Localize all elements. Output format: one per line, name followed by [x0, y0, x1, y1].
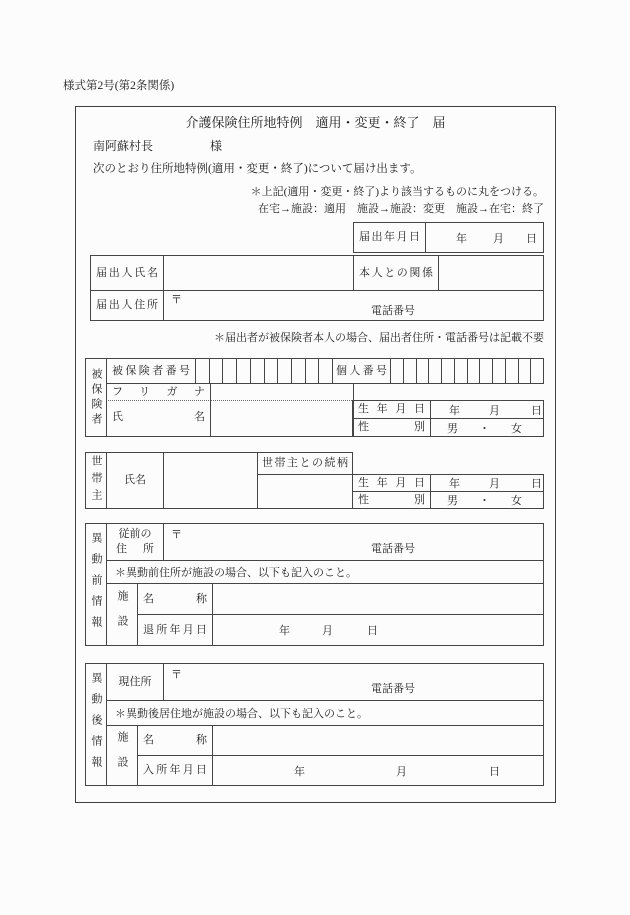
- digit-box[interactable]: [305, 359, 319, 383]
- applicant-address-label: 届出人住所: [90, 290, 164, 321]
- before-facility-name-label: 名称: [137, 583, 213, 615]
- digit-box[interactable]: [236, 359, 250, 383]
- insured-number-boxes[interactable]: [195, 358, 333, 384]
- recipient-line: [93, 137, 222, 154]
- before-address-label-line1: 従前の: [118, 528, 152, 540]
- month-label: 月: [489, 478, 500, 490]
- applicant-relation-field[interactable]: [438, 255, 544, 291]
- householder-sex-field[interactable]: 男 ・ 女: [430, 491, 544, 509]
- year-label: 年: [449, 404, 460, 417]
- insured-sex-label: 性別: [352, 418, 431, 437]
- digit-box[interactable]: [318, 359, 332, 383]
- insured-birth-label: 生年月日: [352, 400, 431, 419]
- month-label: 月: [489, 404, 500, 417]
- digit-box[interactable]: [518, 359, 531, 383]
- digit-box[interactable]: [277, 359, 291, 383]
- postal-mark: 〒: [171, 669, 182, 681]
- form-code: 様式第2号(第2条関係): [63, 80, 175, 92]
- day-label: 日: [531, 404, 542, 417]
- householder-sex-label: 性別: [352, 491, 431, 509]
- applicant-name-field[interactable]: [163, 255, 354, 291]
- digit-box[interactable]: [428, 359, 441, 383]
- before-facility-name-field[interactable]: [212, 583, 544, 615]
- applicant-name-label: 届出人氏名: [90, 255, 164, 291]
- digit-box[interactable]: [391, 359, 403, 383]
- phone-label: 電話番号: [371, 305, 415, 317]
- day-label: 日: [531, 478, 542, 490]
- householder-relation-field[interactable]: [257, 474, 353, 509]
- after-facility-name-label: 名称: [137, 725, 213, 756]
- note-mapping: 在宅→施設：適用 施設→施設：変更 施設→在宅：終了: [258, 203, 544, 215]
- year-label: 年: [456, 232, 467, 245]
- month-label: 月: [322, 625, 333, 637]
- furigana-field[interactable]: [210, 383, 354, 401]
- form-title: 介護保険住所地特例 適用・変更・終了 届: [185, 115, 446, 130]
- after-facility-note: ＊異動後居住地が施設の場合、以下も記入のこと。: [106, 700, 544, 726]
- notify-date-label: 届出年月日: [353, 222, 426, 253]
- day-label: 日: [489, 765, 500, 778]
- recipient-name: 南阿蘇村長: [93, 139, 154, 153]
- householder-birth-label: 生年月日: [352, 474, 431, 492]
- digit-box[interactable]: [479, 359, 492, 383]
- personal-number-boxes[interactable]: [390, 358, 544, 384]
- postal-mark: 〒: [171, 294, 182, 306]
- after-address-field[interactable]: [163, 663, 544, 701]
- householder-birth-field[interactable]: [430, 474, 544, 492]
- householder-section-label: 世帯主: [85, 452, 107, 509]
- intro-text: 次のとおり住所地特例(適用・変更・終了)について届け出ます。: [93, 163, 422, 175]
- note-circle: ＊上記(適用・変更・終了)より該当するものに丸をつける。: [250, 186, 544, 198]
- after-entry-date-field[interactable]: [212, 755, 544, 786]
- before-address-field[interactable]: [163, 523, 544, 561]
- after-facility-name-field[interactable]: [212, 725, 544, 756]
- before-address-label-line2: 住所: [116, 543, 154, 555]
- day-label: 日: [526, 232, 537, 245]
- insured-section-label: 被保険者: [85, 358, 107, 437]
- month-label: 月: [396, 765, 407, 778]
- insured-sex-field[interactable]: 男 ・ 女: [430, 418, 544, 437]
- applicant-note: ＊届出者が被保険者本人の場合、届出者住所・電話番号は記載不要: [214, 332, 544, 344]
- digit-box[interactable]: [416, 359, 429, 383]
- before-exit-date-label: 退所年月日: [137, 614, 213, 646]
- after-address-label: 現住所: [106, 663, 164, 701]
- applicant-address-field[interactable]: [163, 290, 544, 321]
- month-label: 月: [493, 232, 504, 245]
- day-label: 日: [367, 625, 378, 637]
- after-entry-date-label: 入所年月日: [137, 755, 213, 786]
- insured-number-label: 被保険者番号: [106, 358, 196, 384]
- phone-label: 電話番号: [371, 543, 415, 555]
- householder-relation-label: 世帯主との続柄: [257, 452, 353, 475]
- year-label: 年: [279, 625, 290, 637]
- recipient-honorific: 様: [210, 139, 223, 153]
- year-label: 年: [449, 478, 460, 490]
- digit-box[interactable]: [196, 359, 209, 383]
- digit-box[interactable]: [264, 359, 278, 383]
- insured-name-label: 氏名: [106, 400, 211, 437]
- householder-name-field[interactable]: [163, 452, 258, 509]
- digit-box[interactable]: [505, 359, 518, 383]
- digit-box[interactable]: [441, 359, 454, 383]
- digit-box[interactable]: [492, 359, 505, 383]
- after-facility-label: 施設: [106, 725, 138, 786]
- before-exit-date-field[interactable]: [212, 614, 544, 646]
- before-facility-note: ＊異動前住所が施設の場合、以下も記入のこと。: [106, 560, 544, 584]
- digit-box[interactable]: [530, 359, 543, 383]
- householder-name-label: 氏名: [106, 452, 164, 509]
- before-facility-label: 施設: [106, 583, 138, 646]
- postal-mark: 〒: [171, 529, 182, 541]
- before-address-label: [106, 523, 164, 561]
- digit-box[interactable]: [467, 359, 480, 383]
- before-section-label: 異動前情報: [85, 523, 107, 646]
- furigana-label: フリガナ: [106, 383, 211, 401]
- digit-box[interactable]: [454, 359, 467, 383]
- insured-name-field[interactable]: [210, 400, 354, 437]
- personal-number-label: 個人番号: [332, 358, 391, 384]
- applicant-relation-label: 本人との関係: [353, 255, 439, 291]
- after-section-label: 異動後情報: [85, 663, 107, 786]
- digit-box[interactable]: [250, 359, 264, 383]
- year-label: 年: [294, 765, 305, 778]
- digit-box[interactable]: [403, 359, 416, 383]
- phone-label: 電話番号: [371, 683, 415, 695]
- digit-box[interactable]: [291, 359, 305, 383]
- notify-date-field[interactable]: [425, 222, 544, 253]
- digit-box[interactable]: [209, 359, 223, 383]
- digit-box[interactable]: [222, 359, 236, 383]
- insured-birth-field[interactable]: [430, 400, 544, 419]
